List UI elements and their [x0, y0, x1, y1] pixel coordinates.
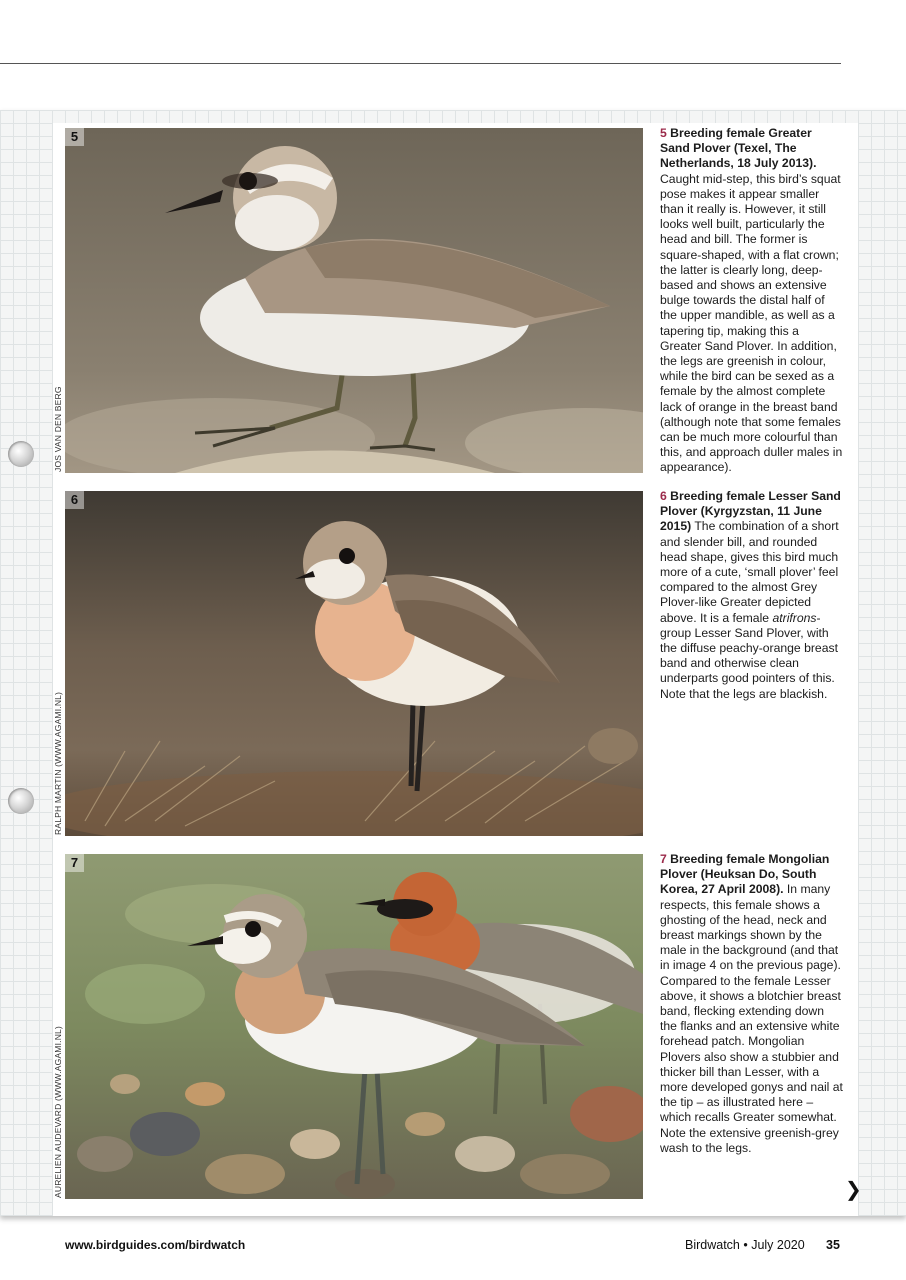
- caption-italic-term: atrifrons: [772, 610, 817, 625]
- caption-number: 5: [660, 126, 667, 140]
- photo-6[interactable]: [65, 491, 643, 836]
- photo-credit: AURELIEN AUDEVARD (WWW.AGAMI.NL): [53, 1025, 63, 1198]
- photo-number: 7: [65, 854, 84, 872]
- photo-number: 5: [65, 128, 84, 146]
- photo-credit: RALPH MARTIN (WWW.AGAMI.NL): [53, 691, 63, 835]
- mongolian-plover-image: [65, 854, 643, 1199]
- caption-6: [660, 489, 843, 702]
- photo-number: 6: [65, 491, 84, 509]
- photo-7[interactable]: [65, 854, 643, 1199]
- caption-body: The combination of a short and slender bill, and rounded head shape, gives this bird much more of a cute, ‘small plover’ feel compared to the almost Grey Plover-like Greater depicted above. It is a female: [660, 519, 839, 625]
- caption-heading: Breeding female Lesser Sand Plover (Kyrgyzstan, 11 June 2015): [660, 489, 841, 534]
- caption-5: [660, 126, 843, 476]
- greater-sand-plover-image: [65, 128, 643, 473]
- caption-7: [660, 852, 843, 1156]
- caption-body: Caught mid-step, this bird’s squat pose makes it appear smaller than it really is. However, it still looks well built, particularly the head and bill. The former is square-shaped, with a flat crown; the latter is clearly long, deep-based and shows an extensive bulge towards the distal half of the upper mandible, as well as a tapering tip, making this a Greater Sand Plover. In addition, the legs are greenish in colour, while the bird can be sexed as a female by the almost complete lack of orange in the breast band (although note that some females can be much more colourful than this, and approach duller males in appearance).: [660, 171, 843, 475]
- footer-url[interactable]: www.birdguides.com/birdwatch: [65, 1238, 246, 1252]
- chevron-right-icon[interactable]: ❯: [845, 1177, 862, 1201]
- caption-heading: Breeding female Greater Sand Plover (Texel, The Netherlands, 18 July 2013).: [660, 126, 817, 171]
- photo-credit: JOS VAN DEN BERG: [53, 386, 63, 472]
- caption-body: In many respects, this female shows a ghosting of the head, neck and breast markings shown by the male in the background (and that in image 4 on the previous page). Compared to the female Lesser above, it shows a blotchier breast band, flecking extending down the flanks and an extensive white forehead patch. Mongolian Plovers also show a stubbier and thicker bill than Lesser, with a more developed gonys and nail at the tip – as illustrated here – which recalls Greater somewhat. Note the extensive greenish-grey wash to the legs.: [660, 882, 843, 1155]
- photo-5[interactable]: [65, 128, 643, 473]
- header-rule: [0, 63, 841, 64]
- caption-number: 6: [660, 489, 667, 503]
- page-number: 35: [826, 1238, 840, 1252]
- punch-hole-lower: [8, 788, 34, 814]
- lesser-sand-plover-image: [65, 491, 643, 836]
- punch-hole-upper: [8, 441, 34, 467]
- caption-number: 7: [660, 852, 667, 866]
- footer-magazine-issue: Birdwatch • July 2020: [685, 1238, 805, 1252]
- caption-body-continued: -group Lesser Sand Plover, with the diffuse peachy-orange breast band and otherwise clean underparts good pointers of this. Note that the legs are blackish.: [660, 610, 838, 701]
- caption-heading: Breeding female Mongolian Plover (Heuksan Do, South Korea, 27 April 2008).: [660, 852, 830, 897]
